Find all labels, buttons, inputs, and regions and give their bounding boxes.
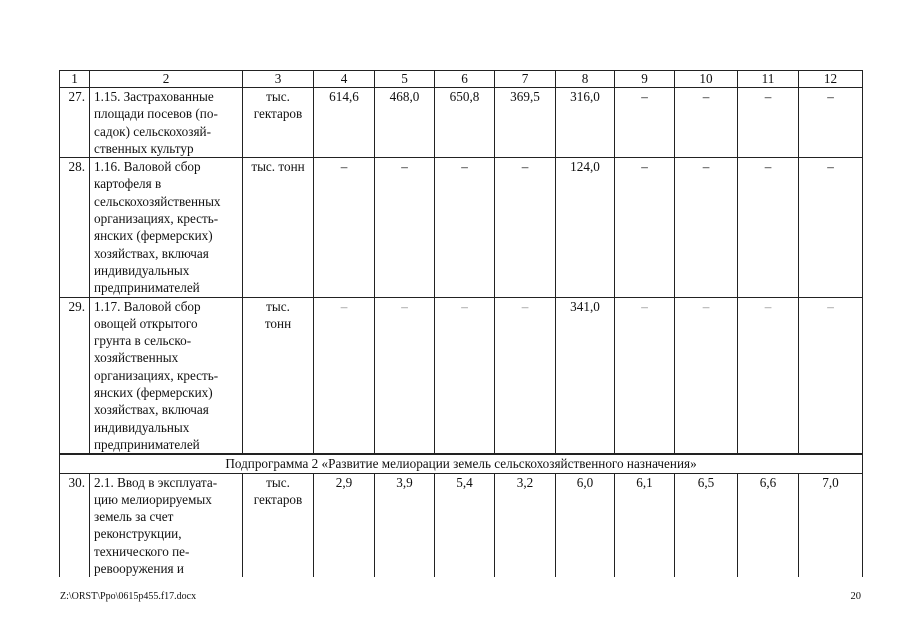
value-cell: 6,5 — [675, 473, 738, 577]
value-cell: 124,0 — [556, 158, 615, 297]
value-cell: 369,5 — [495, 88, 556, 158]
value-cell: – — [615, 88, 675, 158]
value-cell: 341,0 — [556, 297, 615, 454]
header-cell: 6 — [435, 71, 495, 88]
value-cell: 2,9 — [314, 473, 375, 577]
value-cell: 3,9 — [375, 473, 435, 577]
indicator-name-line: организациях, кресть- — [94, 211, 219, 227]
value-cell: – — [495, 158, 556, 297]
unit-cell — [243, 158, 314, 297]
indicator-name-line: предпринимателей — [94, 280, 200, 296]
value-cell — [435, 297, 495, 454]
unit-line: гектаров — [253, 491, 303, 507]
indicator-name-line: хозяйствах, включая — [94, 402, 209, 418]
indicator-name — [90, 297, 243, 454]
page-number: 20 — [850, 591, 861, 602]
indicator-name-line: технического пе- — [94, 543, 190, 559]
indicator-name-line: картофеля в — [94, 176, 162, 192]
value-cell — [495, 297, 556, 454]
header-cell: 8 — [556, 71, 615, 88]
value-cell: 6,6 — [738, 473, 799, 577]
value-cell — [375, 297, 435, 454]
unit-line: тыс. — [266, 298, 290, 314]
value-cell: – — [675, 88, 738, 158]
indicator-name — [90, 88, 243, 158]
indicator-name-line: земель за счет — [94, 509, 174, 525]
indicator-name-line: хозяйствах, включая — [94, 245, 209, 261]
row-number: 30. — [60, 473, 90, 577]
header-cell: 7 — [495, 71, 556, 88]
header-cell: 1 — [60, 71, 90, 88]
row-number: 28. — [60, 158, 90, 297]
indicator-name-line: ственных культур — [94, 140, 194, 156]
document-file-path: Z:\ORST\Ppo\0615p455.f17.docx — [60, 591, 197, 602]
indicator-name-line: реконструкции, — [94, 526, 182, 542]
value-cell: 468,0 — [375, 88, 435, 158]
value-cell: – — [799, 88, 863, 158]
unit-line: гектаров — [253, 106, 303, 122]
indicator-name-line: 1.17. Валовой сбор — [94, 298, 201, 314]
indicator-name-line: 1.16. Валовой сбор — [94, 159, 201, 175]
header-cell: 3 — [243, 71, 314, 88]
subprogram-title: Подпрограмма 2 «Развитие мелиорации земель сельскохозяйственного назначения» — [60, 454, 863, 473]
value-text: – — [641, 298, 648, 314]
value-cell: 6,1 — [615, 473, 675, 577]
indicator-name-line: янских (фермерских) — [94, 228, 213, 244]
indicator-name-line: 2.1. Ввод в эксплуата- — [94, 474, 218, 490]
unit-cell — [243, 473, 314, 577]
indicator-name-line: хозяйственных — [94, 350, 179, 366]
indicator-name-line: сельскохозяйственных — [94, 193, 221, 209]
value-text: – — [401, 298, 408, 314]
indicator-name-line: цию мелиорируемых — [94, 491, 212, 507]
value-cell: 3,2 — [495, 473, 556, 577]
value-cell: – — [615, 158, 675, 297]
value-cell: 650,8 — [435, 88, 495, 158]
subprogram-row — [60, 454, 863, 473]
value-text: – — [827, 298, 834, 314]
indicator-name-line: 1.15. Застрахованные — [94, 89, 214, 104]
unit-line: тыс. тонн — [251, 159, 305, 175]
header-cell: 9 — [615, 71, 675, 88]
value-cell: – — [675, 158, 738, 297]
value-cell — [799, 297, 863, 454]
value-cell: – — [738, 158, 799, 297]
table-row — [60, 297, 863, 454]
indicator-name — [90, 473, 243, 577]
table-row — [60, 473, 863, 577]
row-number: 27. — [60, 88, 90, 158]
indicator-name-line: индивидуальных — [94, 419, 190, 435]
header-cell: 10 — [675, 71, 738, 88]
indicators-table — [59, 70, 863, 577]
indicator-name-line: грунта в сельско- — [94, 333, 192, 349]
header-cell: 5 — [375, 71, 435, 88]
indicator-name-line: организациях, кресть- — [94, 367, 219, 383]
value-cell: – — [375, 158, 435, 297]
table-row — [60, 88, 863, 158]
header-cell: 12 — [799, 71, 863, 88]
unit-line: тонн — [264, 315, 292, 331]
value-cell — [675, 297, 738, 454]
value-text: – — [461, 298, 468, 314]
value-cell: 7,0 — [799, 473, 863, 577]
value-cell: – — [799, 158, 863, 297]
indicator-name-line: индивидуальных — [94, 262, 190, 278]
value-cell: 5,4 — [435, 473, 495, 577]
value-cell: – — [738, 88, 799, 158]
table-row — [60, 158, 863, 297]
indicator-name-line: янских (фермерских) — [94, 385, 213, 401]
value-text: – — [521, 298, 529, 314]
value-cell — [314, 297, 375, 454]
value-cell: 316,0 — [556, 88, 615, 158]
indicator-name — [90, 158, 243, 297]
indicator-name-line: ревооружения и — [94, 561, 184, 577]
indicator-name-line: садок) сельскохозяй- — [94, 123, 211, 139]
unit-cell — [243, 297, 314, 454]
value-text: – — [702, 298, 710, 314]
row-number: 29. — [60, 297, 90, 454]
value-cell: 6,0 — [556, 473, 615, 577]
header-cell: 4 — [314, 71, 375, 88]
indicator-name-line: площади посевов (по- — [94, 106, 218, 122]
value-cell: – — [314, 158, 375, 297]
value-text: – — [340, 298, 348, 314]
value-cell — [738, 297, 799, 454]
indicator-name-line: овощей открытого — [94, 315, 198, 331]
value-cell: – — [435, 158, 495, 297]
column-number-header-row — [60, 71, 863, 88]
unit-cell — [243, 88, 314, 158]
header-cell: 2 — [90, 71, 243, 88]
value-cell: 614,6 — [314, 88, 375, 158]
value-cell — [615, 297, 675, 454]
unit-line: тыс. — [266, 89, 290, 104]
header-cell: 11 — [738, 71, 799, 88]
indicator-name-line: предпринимателей — [94, 436, 200, 452]
unit-line: тыс. — [266, 474, 290, 490]
value-text: – — [764, 298, 772, 314]
